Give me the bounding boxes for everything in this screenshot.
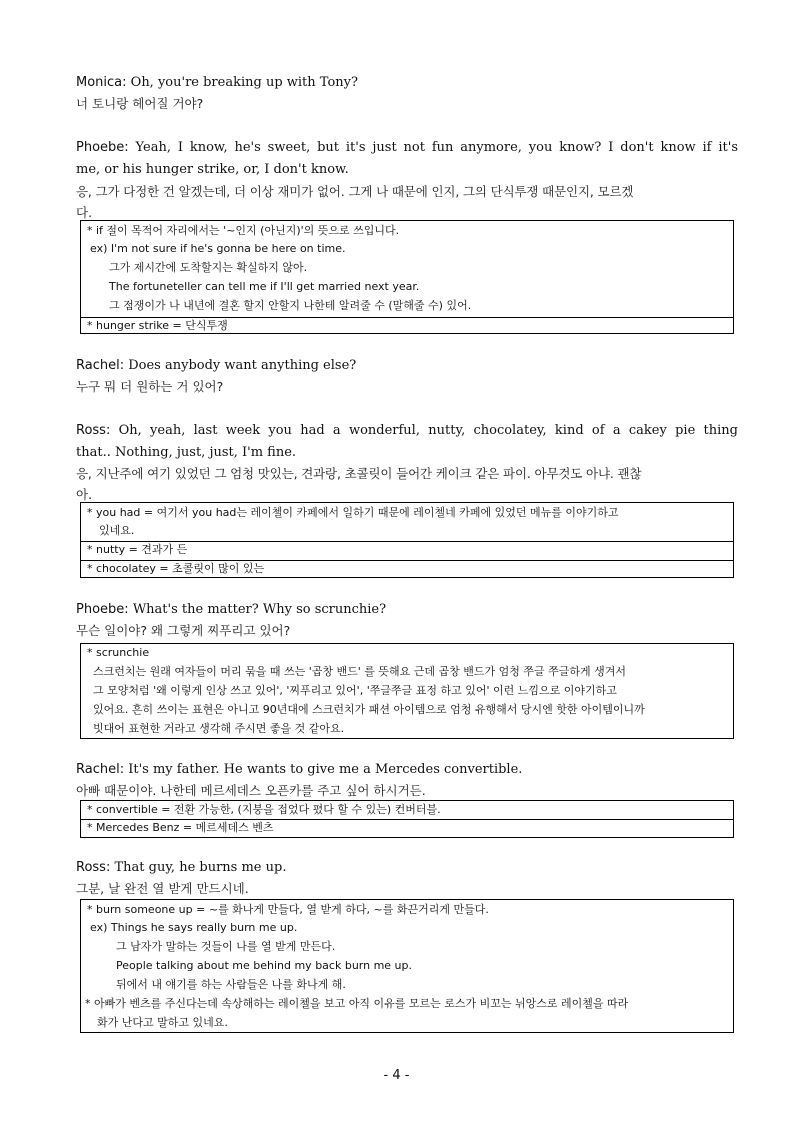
english-text: Oh, you're breaking up with Tony? (130, 75, 358, 90)
note-box (80, 502, 734, 578)
korean-translation: 응, 그가 다정한 건 알겠는데, 더 이상 재미가 없어. 그게 나 때문에 인지, 그의 단식투쟁 때문인지, 모르겠 (76, 184, 634, 199)
note-line: * nutty = 견과가 든 (87, 543, 188, 556)
note-line: 있어요. 흔히 쓰이는 표현은 아니고 90년대에 스크런치가 패션 아이템으로 엄청 유행해서 당시엔 핫한 아이템이니까 (93, 703, 645, 716)
speaker-name: Monica: (76, 75, 127, 90)
speaker-name: Phoebe: (76, 140, 129, 155)
note-line: * scrunchie (87, 646, 150, 659)
divider (81, 317, 733, 318)
english-text: It's my father. He wants to give me a Mercedes convertible. (128, 762, 523, 777)
korean-translation: 무슨 일이야? 왜 그렇게 찌푸리고 있어? (76, 623, 291, 638)
note-line: 빗대어 표현한 거라고 생각해 주시면 좋을 것 같아요. (93, 722, 345, 735)
korean-translation: 아. (76, 487, 93, 502)
note-line: * you had = 여기서 you had는 레이첼이 카페에서 일하기 때문에 레이첼네 카페에 있었던 메뉴를 이야기하고 (87, 506, 619, 519)
speaker-name: Rachel: (76, 762, 125, 777)
korean-translation: 너 토니랑 헤어질 거야? (76, 96, 204, 111)
note-line: * chocolatey = 초콜릿이 많이 있는 (87, 562, 265, 575)
english-text: me, or his hunger strike, or, I don't know. (76, 162, 349, 177)
note-line: * if 절이 목적어 자리에서는 '~인지 (아닌지)'의 뜻으로 쓰입니다. (87, 224, 400, 237)
note-line: 그가 제시간에 도착할지는 확실하지 않아. (109, 261, 308, 274)
english-text: What's the matter? Why so scrunchie? (132, 602, 387, 617)
korean-translation: 응, 지난주에 여기 있었던 그 엄청 맛있는, 견과랑, 초콜릿이 들어간 케이크 같은 파이. 아무것도 아냐. 괜찮 (76, 466, 642, 481)
korean-translation: 그분, 날 완전 열 받게 만드시네. (76, 881, 249, 896)
dialogue-line (76, 762, 738, 778)
note-line: 있네요. (99, 524, 135, 537)
divider (81, 560, 733, 561)
note-line: ex) I'm not sure if he's gonna be here on time. (90, 242, 346, 255)
speaker-name: Ross: (76, 423, 111, 438)
page-number: - 4 - (383, 1068, 410, 1083)
note-box (80, 899, 734, 1033)
note-line: 스크런치는 원래 여자들이 머리 묶을 때 쓰는 '곱창 밴드' 를 뜻해요 근데 곱창 밴드가 엄청 쭈글 쭈글하게 생겨서 (93, 665, 627, 678)
dialogue-line (76, 75, 738, 91)
korean-translation: 아빠 때문이야. 나한테 메르세데스 오픈카를 주고 싶어 하시거든. (76, 783, 426, 798)
speaker-name: Rachel: (76, 358, 125, 373)
english-text: Yeah, I know, he's sweet, but it's just not fun anymore, you know? I don't know if it's (135, 140, 738, 155)
note-line: 그 점쟁이가 나 내년에 결혼 할지 안할지 나한테 알려줄 수 (말해줄 수) 있어. (109, 299, 472, 312)
note-line: People talking about me behind my back burn me up. (116, 959, 413, 972)
note-line: 그 모양처럼 '왜 이렇게 인상 쓰고 있어', '찌푸리고 있어', '쭈글쭈글 표정 하고 있어' 이런 느낌으로 이야기하고 (93, 684, 617, 697)
dialogue-line (76, 860, 738, 876)
speaker-name: Ross: (76, 860, 111, 875)
note-line: 뒤에서 내 얘기를 하는 사람들은 나를 화나게 해. (116, 978, 346, 991)
note-line: 화가 난다고 말하고 있네요. (97, 1016, 228, 1029)
divider (81, 819, 733, 820)
speaker-name: Phoebe: (76, 602, 129, 617)
korean-translation: 다. (76, 205, 93, 220)
english-text: Oh, yeah, last week you had a wonderful, nutty, chocolatey, kind of a cakey pie thing (118, 423, 738, 438)
korean-translation: 누구 뭐 더 원하는 거 있어? (76, 379, 224, 394)
note-line: * burn someone up = ~를 화나게 만들다, 열 받게 하다, ~를 화끈거리게 만들다. (87, 903, 489, 916)
divider (81, 541, 733, 542)
dialogue-line (76, 140, 738, 156)
note-line: ex) Things he says really burn me up. (90, 921, 298, 934)
note-line: * hunger strike = 단식투쟁 (87, 319, 228, 332)
note-line: 그 남자가 말하는 것들이 나를 열 받게 만든다. (116, 940, 336, 953)
note-line: * Mercedes Benz = 메르세데스 벤츠 (87, 821, 274, 834)
note-box (80, 220, 734, 334)
dialogue-line (76, 602, 738, 618)
note-line: * 아빠가 벤츠를 주신다는데 속상해하는 레이첼을 보고 아직 이유를 모르는 로스가 비꼬는 뉘앙스로 레이첼을 따라 (85, 997, 629, 1010)
note-box (80, 800, 734, 838)
english-text: Does anybody want anything else? (128, 358, 357, 373)
note-box (80, 643, 734, 739)
note-line: * convertible = 전환 가능한, (지붕을 접었다 폈다 할 수 있는) 컨버터블. (87, 803, 441, 816)
dialogue-line (76, 358, 738, 374)
dialogue-line (76, 423, 738, 439)
english-text: That guy, he burns me up. (114, 860, 287, 875)
note-line: The fortuneteller can tell me if I'll get married next year. (109, 280, 420, 293)
english-text: that.. Nothing, just, just, I'm fine. (76, 445, 297, 460)
